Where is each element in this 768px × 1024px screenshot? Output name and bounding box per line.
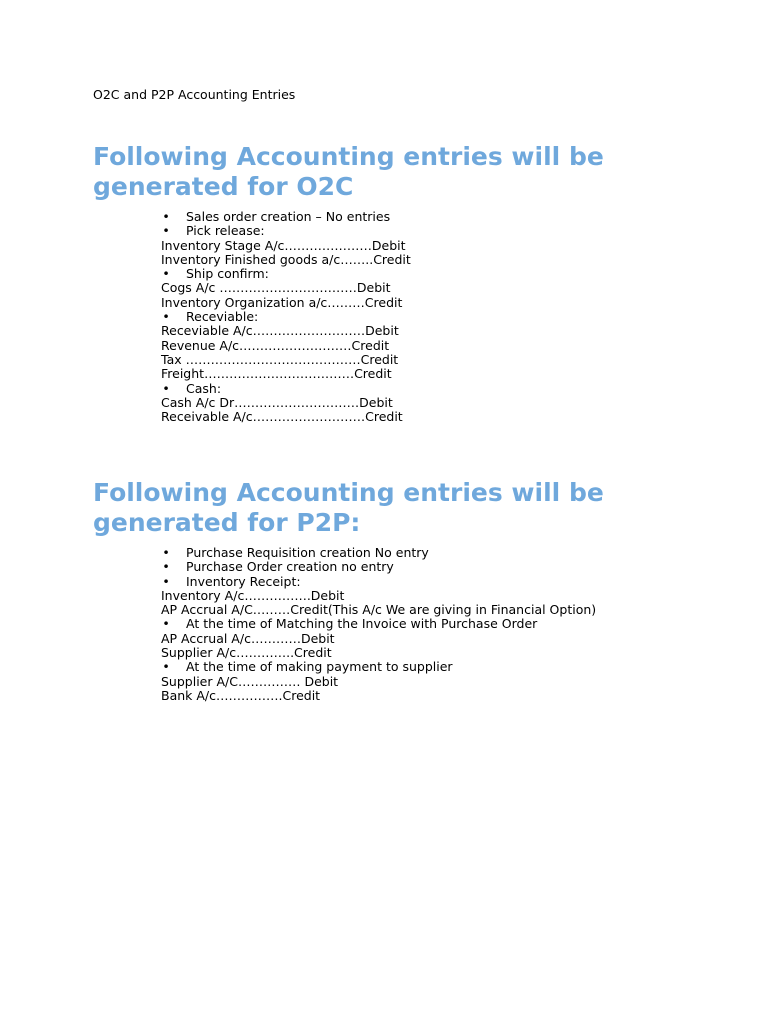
entry-line [161,367,411,381]
entry-line [161,324,411,338]
entry-line [161,253,411,267]
bullet-item [161,617,596,631]
bullet-text: Sales order creation – No entries [186,209,391,224]
bullet-item [161,575,596,589]
bullet-text: Inventory Receipt: [186,573,301,589]
entry-line [161,675,596,689]
entry-line [161,589,596,603]
bullet-icon: • [162,573,170,589]
bullet-icon: • [162,223,170,239]
entry-text: Cogs A/c ……………………………Debit [161,280,391,296]
entry-text: Freight………………………………Credit [161,366,392,382]
bullet-item [161,546,596,560]
bullet-icon: • [162,659,170,675]
bullet-icon: • [162,309,170,325]
entry-line [161,339,411,353]
bullet-text: At the time of making payment to supplier [186,659,453,675]
bullet-icon: • [162,209,170,224]
entry-line [161,689,596,703]
bullet-icon: • [162,559,170,575]
bullet-text: Cash: [186,380,222,396]
bullet-text: Purchase Order creation no entry [186,559,394,575]
bullet-text: At the time of Matching the Invoice with Purchase Order [186,616,538,632]
entry-text: AP Accrual A/c…………Debit [161,630,335,646]
o2c-entries-list [161,210,411,424]
bullet-text: Purchase Requisition creation No entry [186,545,429,560]
bullet-item [161,560,596,574]
entry-line [161,353,411,367]
bullet-text: Pick release: [186,223,265,239]
bullet-item [161,310,411,324]
entry-text: Revenue A/c………………………Credit [161,337,390,353]
entry-line [161,239,411,253]
bullet-icon: • [162,380,170,396]
entry-text: Receivable A/c………………………Credit [161,409,403,425]
entry-line [161,396,411,410]
bullet-icon: • [162,545,170,560]
entry-text: AP Accrual A/C………Credit(This A/c We are giving in Financial Option) [161,602,597,618]
entry-text: Inventory Organization a/c………Credit [161,294,403,310]
entry-text: Inventory Stage A/c…………………Debit [161,237,406,253]
bullet-text: Ship confirm: [186,266,269,282]
bullet-item [161,224,411,238]
p2p-entries-list [161,546,596,703]
o2c-heading: Following Accounting entries will be generated for O2C [93,142,604,201]
entry-text: Bank A/c…………….Credit [161,687,321,703]
entry-line [161,603,596,617]
bullet-icon: • [162,266,170,282]
entry-text: Supplier A/c…………..Credit [161,645,332,661]
entry-text: Receviable A/c………………………Debit [161,323,399,339]
entry-line [161,646,596,660]
entry-line [161,410,411,424]
entry-line [161,281,411,295]
entry-line [161,296,411,310]
entry-text: Supplier A/C…………… Debit [161,673,339,689]
entry-text: Inventory A/c…………….Debit [161,587,345,603]
entry-text: Inventory Finished goods a/c……..Credit [161,251,411,267]
bullet-item [161,267,411,281]
entry-text: Tax ……………………………………Credit [161,351,399,367]
bullet-item [161,660,596,674]
document-title: O2C and P2P Accounting Entries [93,87,296,102]
bullet-item [161,382,411,396]
bullet-text: Receviable: [186,309,259,325]
bullet-icon: • [162,616,170,632]
entry-line [161,632,596,646]
p2p-heading: Following Accounting entries will be generated for P2P: [93,478,604,537]
entry-text: Cash A/c Dr…………………………Debit [161,394,393,410]
bullet-item [161,210,411,224]
